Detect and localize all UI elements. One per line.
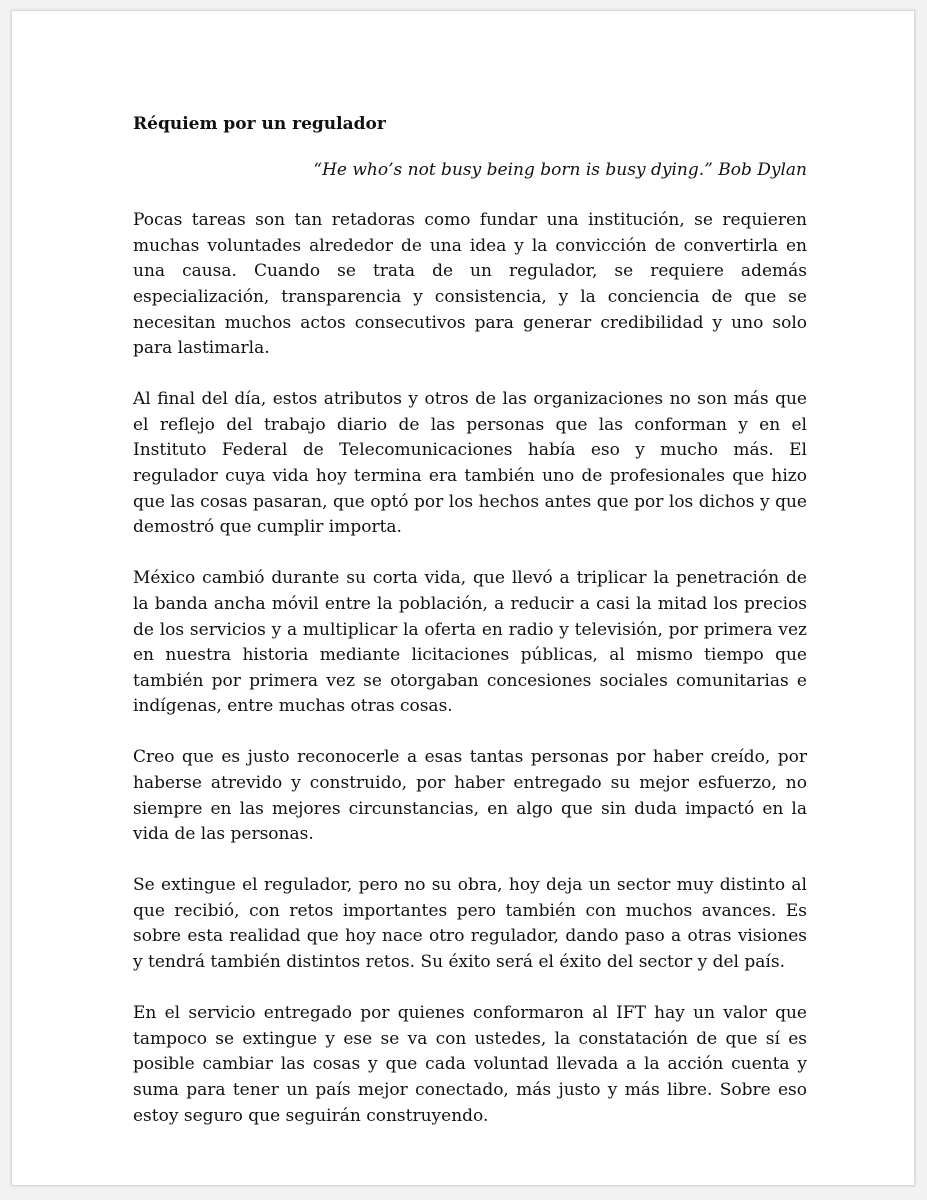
paragraph-1: Pocas tareas son tan retadoras como fundar una institución, se requieren muchas voluntades alrededor de una idea y la convicción de convertirla en una causa. Cuando se trata de un regulador, se requiere además especialización, transparencia y consistencia, y la conciencia de que se necesitan muchos actos consecutivos para generar credibilidad y uno solo para lastimarla. — [133, 210, 807, 359]
epigraph-author: Bob Dylan — [718, 159, 807, 180]
paragraph-6: En el servicio entregado por quienes conformaron al IFT hay un valor que tampoco se extingue y ese se va con ustedes, la constatación de que sí es posible cambiar las cosas y que cada voluntad llevada a la acción cuenta y suma para tener un país mejor conectado, más justo y más libre. Sobre eso estoy seguro que seguirán construyendo. — [133, 1003, 807, 1126]
document-page — [11, 10, 915, 1186]
document-title: Réquiem por un regulador — [133, 114, 386, 134]
paragraph-5: Se extingue el regulador, pero no su obra, hoy deja un sector muy distinto al que recibió, con retos importantes pero también con muchos avances. Es sobre esta realidad que hoy nace otro regulador, dando paso a otras visiones y tendrá también distintos retos. Su éxito será el éxito del sector y del país. — [133, 875, 807, 973]
paragraph-4: Creo que es justo reconocerle a esas tantas personas por haber creído, por haberse atrevido y construido, por haber entregado su mejor esfuerzo, no siempre en las mejores circunstancias, en algo que sin duda impactó en la vida de las personas. — [133, 747, 807, 845]
document-body — [133, 112, 807, 1155]
epigraph-quote: “He who’s not busy being born is busy dying.” — [313, 159, 713, 180]
epigraph — [133, 158, 807, 184]
paragraph-2: Al final del día, estos atributos y otros de las organizaciones no son más que el reflejo del trabajo diario de las personas que las conforman y en el Instituto Federal de Telecomunicaciones había eso y mucho más. El regulador cuya vida hoy termina era también uno de profesionales que hizo que las cosas pasaran, que optó por los hechos antes que por los dichos y que demostró que cumplir importa. — [133, 389, 807, 538]
paragraph-3: México cambió durante su corta vida, que llevó a triplicar la penetración de la banda ancha móvil entre la población, a reducir a casi la mitad los precios de los servicios y a multiplicar la oferta en radio y televisión, por primera vez en nuestra historia mediante licitaciones públicas, al mismo tiempo que también por primera vez se otorgaban concesiones sociales comunitarias e indígenas, entre muchas otras cosas. — [133, 568, 807, 717]
